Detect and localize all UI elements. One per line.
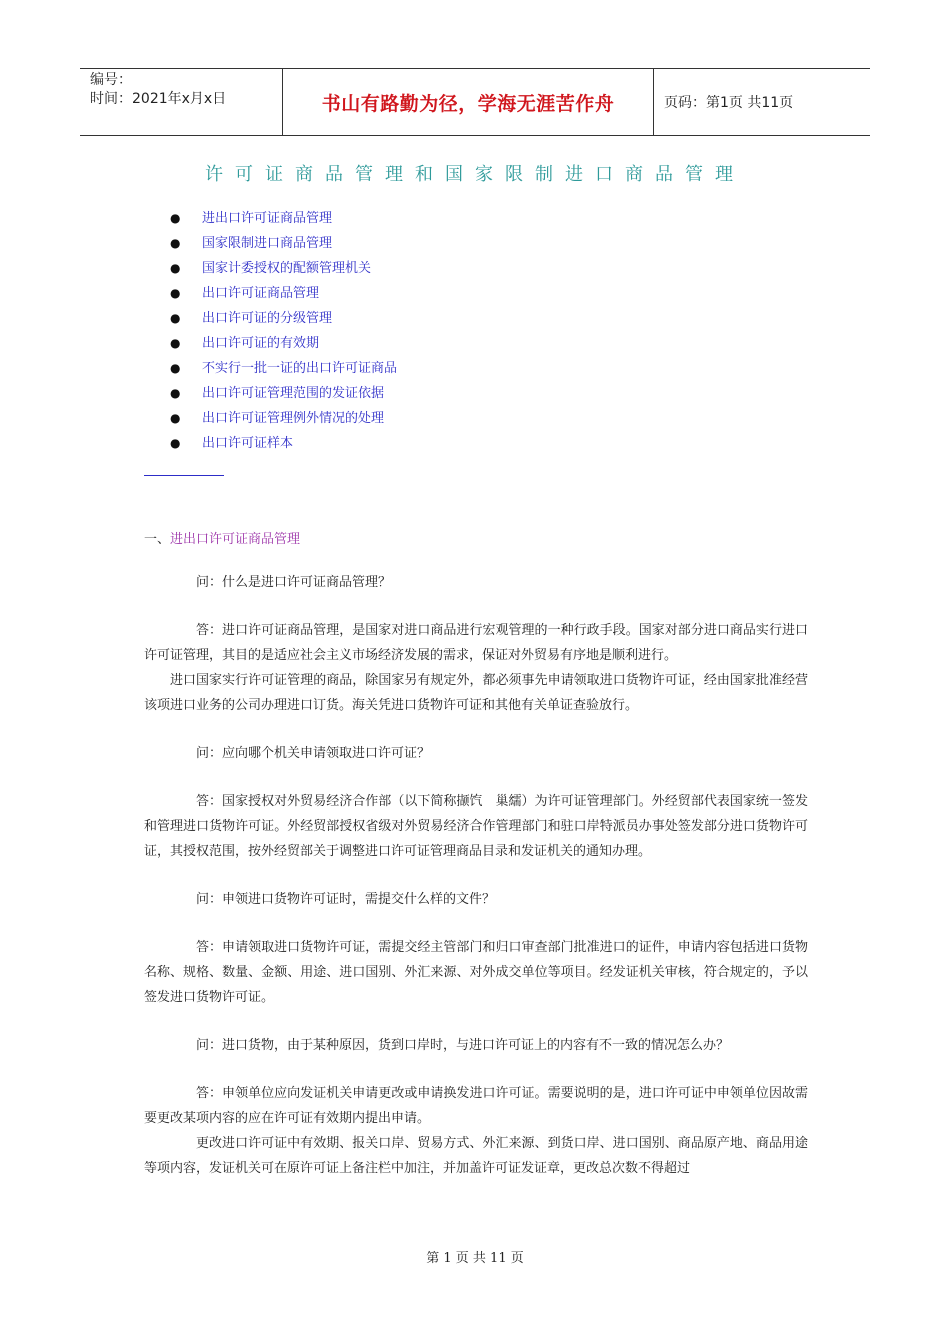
section-divider	[144, 475, 224, 476]
section-number: 一、	[144, 532, 171, 547]
bullet-icon: ●	[170, 411, 181, 425]
document-title: 许可证商品管理和国家限制进口商品管理	[205, 164, 745, 185]
bullet-icon: ●	[170, 211, 181, 225]
document-date: 时间：2021年x月x日	[90, 91, 227, 107]
question: 问：申领进口货物许可证时，需提交什么样的文件？	[196, 892, 496, 907]
toc-item[interactable]: ● 国家限制进口商品管理	[170, 231, 397, 256]
header-page-number: 页码：第1页 共11页	[664, 95, 794, 111]
bullet-icon: ●	[170, 436, 181, 450]
section-heading	[144, 528, 300, 547]
answer-continued: 进口国家实行许可证管理的商品，除国家另有规定外，都必须事先申请领取进口货物许可证，经由国家批准经营该项进口业务的公司办理进口订货。海关凭进口货物许可证和其他有关单证查验放行。	[144, 673, 808, 713]
table-of-contents	[170, 206, 397, 456]
toc-item[interactable]: ● 国家计委授权的配额管理机关	[170, 256, 397, 281]
toc-item[interactable]: ● 不实行一批一证的出口许可证商品	[170, 356, 397, 381]
bullet-icon: ●	[170, 311, 181, 325]
toc-item[interactable]: ● 出口许可证商品管理	[170, 281, 397, 306]
bullet-icon: ●	[170, 361, 181, 375]
toc-item[interactable]: ● 出口许可证的分级管理	[170, 306, 397, 331]
toc-item[interactable]: ● 出口许可证样本	[170, 431, 397, 456]
answer: 答：进口许可证商品管理，是国家对进口商品进行宏观管理的一种行政手段。国家对部分进口商品实行进口许可证管理，其目的是适应社会主义市场经济发展的需求，保证对外贸易有序地是顺利进行。	[144, 623, 808, 663]
bullet-icon: ●	[170, 286, 181, 300]
answer: 答：申领单位应向发证机关申请更改或申请换发进口许可证。需要说明的是，进口许可证中申领单位因故需要更改某项内容的应在许可证有效期内提出申请。	[144, 1086, 808, 1126]
bullet-icon: ●	[170, 386, 181, 400]
document-code: 编号：	[90, 72, 132, 88]
question: 问：应向哪个机关申请领取进口许可证？	[196, 746, 431, 761]
answer: 答：国家授权对外贸易经济合作部（以下简称撷饩 巢繻）为许可证管理部门。外经贸部代表国家统一签发和管理进口货物许可证。外经贸部授权省级对外贸易经济合作管理部门和驻口岸特派员办事处签发部分进口货物许可证，其授权范围，按外经贸部关于调整进口许可证管理商品目录和发证机关的通知办理。	[144, 794, 808, 859]
qa-content	[144, 570, 808, 1181]
bullet-icon: ●	[170, 236, 181, 250]
answer: 答：申请领取进口货物许可证，需提交经主管部门和归口审查部门批准进口的证件，申请内容包括进口货物名称、规格、数量、金额、用途、进口国别、外汇来源、对外成交单位等项目。经发证机关审核，符合规定的，予以签发进口货物许可证。	[144, 940, 808, 1005]
toc-item[interactable]: ● 出口许可证管理例外情况的处理	[170, 406, 397, 431]
bullet-icon: ●	[170, 336, 181, 350]
toc-item[interactable]: ● 出口许可证的有效期	[170, 331, 397, 356]
section-title-link[interactable]: 进出口许可证商品管理	[170, 532, 301, 547]
toc-item[interactable]: ● 出口许可证管理范围的发证依据	[170, 381, 397, 406]
header-meta	[80, 69, 282, 135]
bullet-icon: ●	[170, 261, 181, 275]
answer-continued: 更改进口许可证中有效期、报关口岸、贸易方式、外汇来源、到货口岸、进口国别、商品原产地、商品用途等项内容，发证机关可在原许可证上备注栏中加注，并加盖许可证发证章，更改总次数不得超过	[144, 1136, 808, 1176]
question: 问：什么是进口许可证商品管理？	[196, 575, 392, 590]
page-footer: 第 1 页 共 11 页	[426, 1251, 524, 1266]
page-header	[80, 68, 870, 136]
header-motto: 书山有路勤为径，学海无涯苦作舟	[282, 69, 654, 135]
question: 问：进口货物，由于某种原因，货到口岸时，与进口许可证上的内容有不一致的情况怎么办？	[196, 1038, 730, 1053]
toc-item[interactable]: ● 进出口许可证商品管理	[170, 206, 397, 231]
